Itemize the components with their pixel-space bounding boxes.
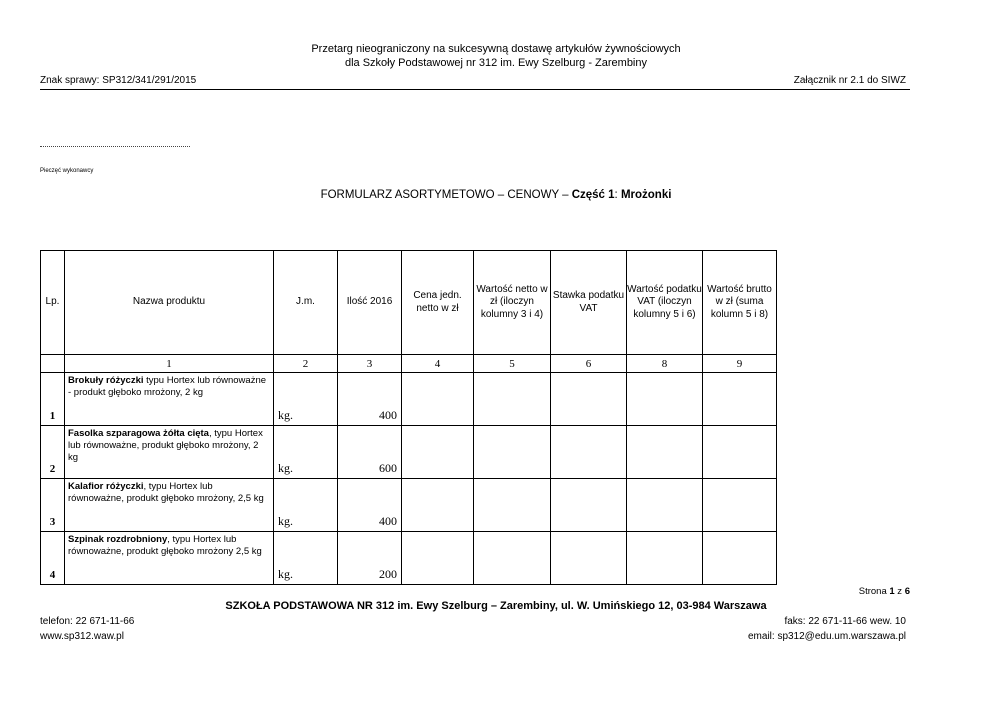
row-number: 2 — [41, 426, 65, 479]
gross-value-input-cell[interactable] — [703, 532, 777, 585]
net-value-input-cell[interactable] — [474, 532, 551, 585]
product-name-bold: Brokuły różyczki — [68, 375, 144, 386]
table-header-row — [41, 251, 777, 355]
unit-cell: kg. — [274, 373, 338, 426]
annex-label: Załącznik nr 2.1 do SIWZ — [793, 75, 906, 86]
vat-value-input-cell[interactable] — [627, 373, 703, 426]
gross-value-input-cell[interactable] — [703, 479, 777, 532]
row-number: 4 — [41, 532, 65, 585]
header-divider — [40, 89, 910, 90]
header-cell: J.m. — [274, 251, 338, 355]
row-number: 3 — [41, 479, 65, 532]
header-line-1: Przetarg nieograniczony na sukcesywną dostawę artykułów żywnościowych — [311, 43, 681, 55]
school-address: SZKOŁA PODSTAWOWA NR 312 im. Ewy Szelburg – Zarembiny, ul. W. Umińskiego 12, 03-984 Warszawa — [225, 600, 767, 612]
net-value-input-cell[interactable] — [474, 479, 551, 532]
product-name-rest: typu Hortex lub równoważne - produkt głęboko mrożony, 2 kg — [68, 375, 267, 398]
page-prefix: Strona — [858, 586, 890, 597]
quantity-cell: 400 — [338, 479, 402, 532]
header-cell: Cena jedn. netto w zł — [402, 251, 474, 355]
vat-value-input-cell[interactable] — [627, 479, 703, 532]
gross-value-input-cell[interactable] — [703, 426, 777, 479]
unit-cell: kg. — [274, 479, 338, 532]
column-number-cell: 1 — [65, 355, 274, 373]
stamp-label: Pieczęć wykonawcy — [40, 168, 94, 174]
column-number-cell: 5 — [474, 355, 551, 373]
product-name-bold: Fasolka szparagowa żółta cięta — [68, 428, 209, 439]
row-number: 1 — [41, 373, 65, 426]
unit-cell: kg. — [274, 532, 338, 585]
table-row — [41, 426, 777, 479]
column-number-cell — [41, 355, 65, 373]
header-cell: Ilość 2016 — [338, 251, 402, 355]
vat-value-input-cell[interactable] — [627, 426, 703, 479]
vat-rate-input-cell[interactable] — [551, 373, 627, 426]
column-number-cell: 4 — [402, 355, 474, 373]
form-title-category: Mrożonki — [620, 189, 672, 201]
column-number-row — [41, 355, 777, 373]
page-of: z — [894, 586, 905, 597]
quantity-cell: 600 — [338, 426, 402, 479]
header-cell: Wartość netto w zł (iloczyn kolumny 3 i 4) — [474, 251, 551, 355]
quantity-cell: 200 — [338, 532, 402, 585]
email-link[interactable]: email: sp312@edu.um.warszawa.pl — [747, 631, 906, 642]
phone: telefon: 22 671-11-66 — [40, 616, 135, 627]
unit-cell: kg. — [274, 426, 338, 479]
product-name — [65, 426, 274, 479]
column-number-cell: 6 — [551, 355, 627, 373]
product-name — [65, 479, 274, 532]
unit-price-input-cell[interactable] — [402, 479, 474, 532]
product-name-rest: , typu Hortex lub równoważne, produkt głęboko mrożony, 2,5 kg — [68, 481, 264, 504]
header-cell: Wartość podatku VAT (iloczyn kolumny 5 i 6) — [627, 251, 703, 355]
vat-rate-input-cell[interactable] — [551, 479, 627, 532]
product-name-rest: , typu Hortex lub równoważne, produkt głęboko mrożony 2,5 kg — [68, 534, 262, 557]
column-number-cell: 8 — [627, 355, 703, 373]
form-title-sep: : — [614, 189, 621, 201]
quantity-cell: 400 — [338, 373, 402, 426]
header-cell: Wartość brutto w zł (suma kolumn 5 i 8) — [703, 251, 777, 355]
form-title — [0, 189, 992, 201]
header-line-2: dla Szkoły Podstawowej nr 312 im. Ewy Szelburg - Zarembiny — [344, 57, 647, 69]
table-row — [41, 373, 777, 426]
form-title-prefix: FORMULARZ ASORTYMETOWO – CENOWY – — [320, 189, 572, 201]
vat-rate-input-cell[interactable] — [551, 532, 627, 585]
table-row — [41, 479, 777, 532]
page-current: 1 — [889, 586, 895, 597]
form-title-part: Część 1 — [571, 189, 615, 201]
vat-value-input-cell[interactable] — [627, 532, 703, 585]
column-number-cell: 3 — [338, 355, 402, 373]
header-cell: Nazwa produktu — [65, 251, 274, 355]
gross-value-input-cell[interactable] — [703, 373, 777, 426]
document-header — [0, 42, 992, 70]
product-name — [65, 373, 274, 426]
page-total: 6 — [904, 586, 910, 597]
header-cell: Stawka podatku VAT — [551, 251, 627, 355]
unit-price-input-cell[interactable] — [402, 373, 474, 426]
vat-rate-input-cell[interactable] — [551, 426, 627, 479]
stamp-signature-line — [40, 146, 190, 147]
unit-price-input-cell[interactable] — [402, 426, 474, 479]
product-name-bold: Kalafior różyczki — [68, 481, 144, 492]
fax: faks: 22 671-11-66 wew. 10 — [784, 616, 906, 627]
product-name-bold: Szpinak rozdrobniony — [68, 534, 168, 545]
price-form-table — [40, 250, 777, 585]
column-number-cell: 9 — [703, 355, 777, 373]
column-number-cell: 2 — [274, 355, 338, 373]
net-value-input-cell[interactable] — [474, 426, 551, 479]
unit-price-input-cell[interactable] — [402, 532, 474, 585]
table-row — [41, 532, 777, 585]
case-number: Znak sprawy: SP312/341/291/2015 — [40, 75, 197, 86]
website-link[interactable]: www.sp312.waw.pl — [40, 631, 124, 642]
net-value-input-cell[interactable] — [474, 373, 551, 426]
page-number — [859, 586, 910, 597]
header-cell: Lp. — [41, 251, 65, 355]
product-name-rest: , typu Hortex lub równoważne, produkt głęboko mrożony, 2 kg — [68, 428, 263, 463]
product-name — [65, 532, 274, 585]
